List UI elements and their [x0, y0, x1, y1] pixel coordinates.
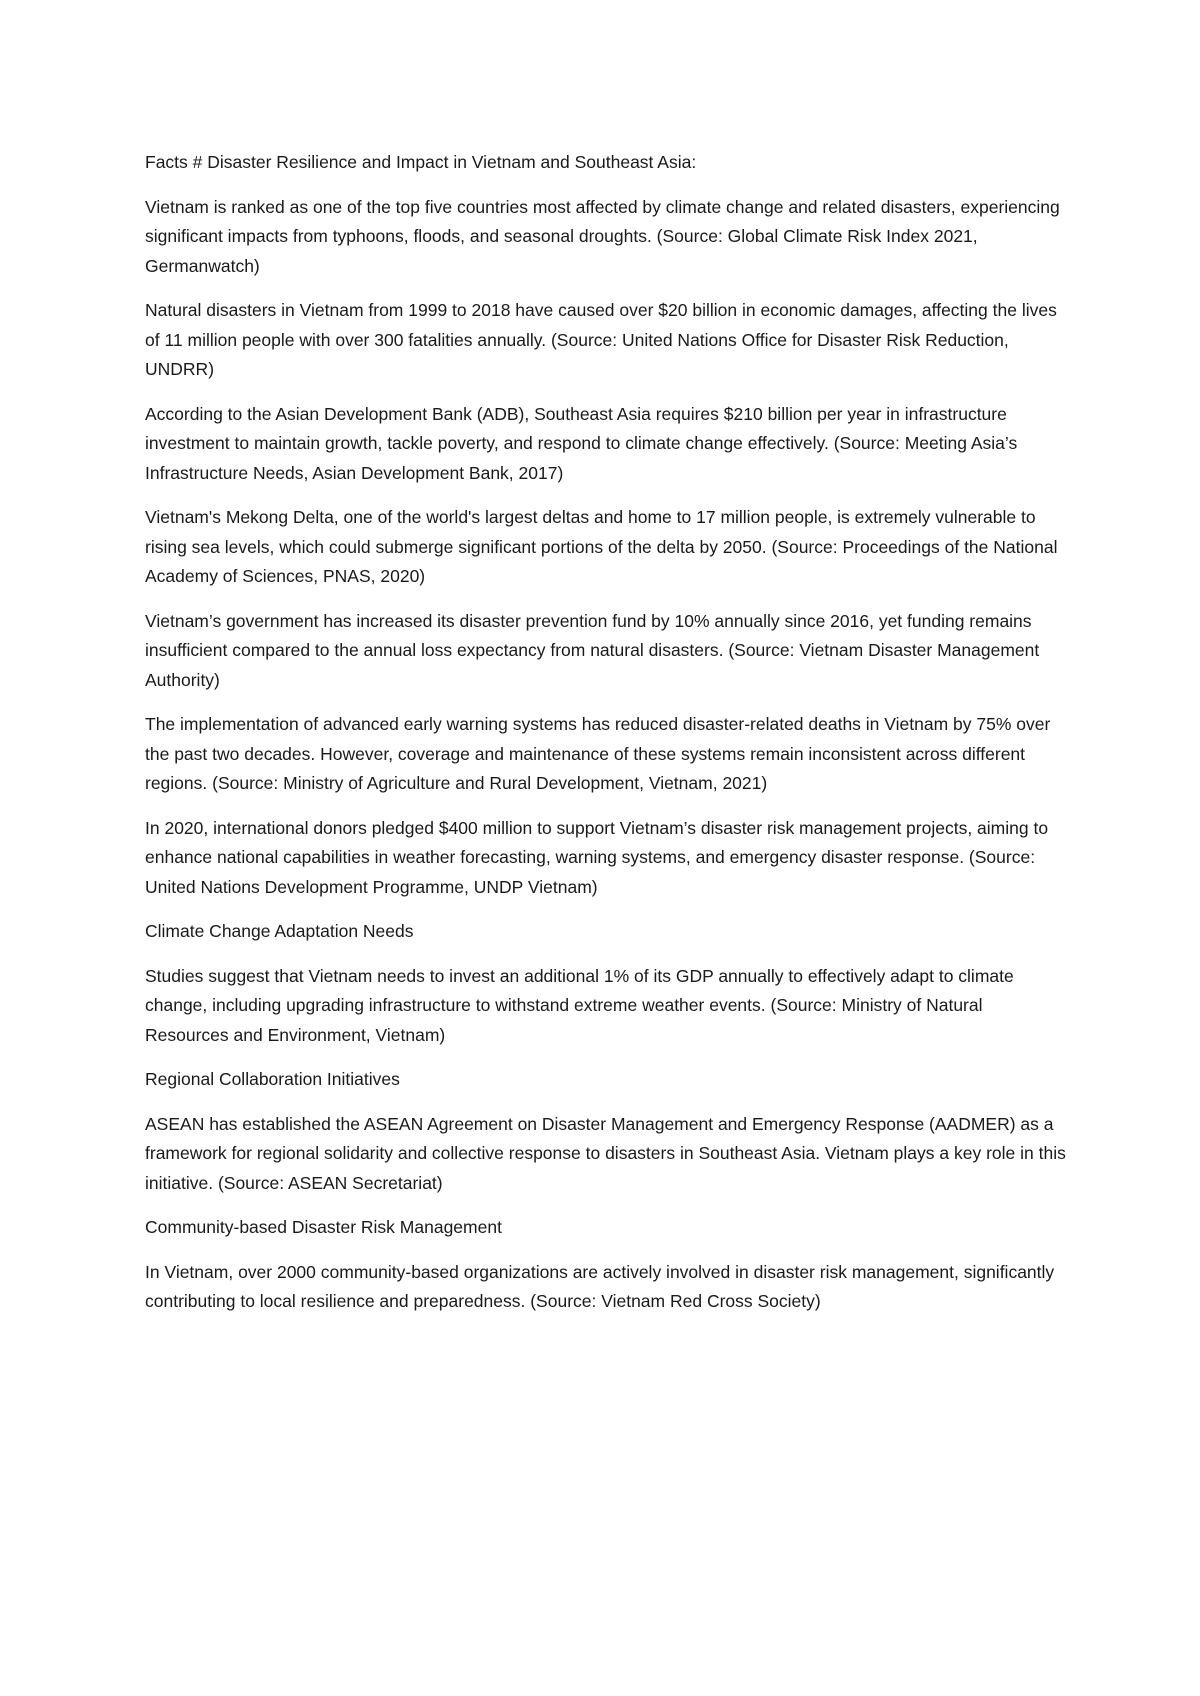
paragraph-international-donors: In 2020, international donors pledged $400 million to support Vietnam’s disaster risk management projects, aiming to enhance national capabilities in weather forecasting, warning systems, and emergency disaster response. (Source: United Nations Development Programme, UNDP Vietnam)	[145, 817, 1049, 897]
document-title: Facts # Disaster Resilience and Impact in Vietnam and Southeast Asia:	[145, 152, 697, 172]
paragraph-climate-adaptation: Studies suggest that Vietnam needs to invest an additional 1% of its GDP annually to effectively adapt to climate change, including upgrading infrastructure to withstand extreme weather events. (Source: Ministry of Natural Resources and Environment, Vietnam)	[145, 965, 1014, 1045]
paragraph-early-warning: The implementation of advanced early warning systems has reduced disaster-related deaths in Vietnam by 75% over the past two decades. However, coverage and maintenance of these systems remain inconsistent across different regions. (Source: Ministry of Agriculture and Rural Development, Vietnam, 2021)	[145, 714, 1051, 793]
paragraph-regional-collaboration: ASEAN has established the ASEAN Agreement on Disaster Management and Emergency Response (AADMER) as a framework for regional solidarity and collective response to disasters in Southeast Asia. Vietnam plays a key role in this initiative. (Source: ASEAN Secretariat)	[145, 1113, 1066, 1193]
paragraph-community-risk: In Vietnam, over 2000 community-based organizations are actively involved in disaster risk management, significantly contributing to local resilience and preparedness. (Source: Vietnam Red Cross Society)	[145, 1261, 1055, 1311]
document-body	[145, 148, 1070, 1332]
section-heading-climate-adaptation: Climate Change Adaptation Needs	[145, 921, 414, 941]
paragraph-climate-risk-ranking: Vietnam is ranked as one of the top five countries most affected by climate change and related disasters, experiencing significant impacts from typhoons, floods, and seasonal droughts. (Source: Global Climate Risk Index 2021, Germanwatch)	[145, 196, 1060, 276]
section-heading-community-risk: Community-based Disaster Risk Management	[145, 1217, 502, 1237]
paragraph-mekong-delta: Vietnam's Mekong Delta, one of the world's largest deltas and home to 17 million people, is extremely vulnerable to rising sea levels, which could submerge significant portions of the delta by 2050. (Source: Proceedings of the National Academy of Sciences, PNAS, 2020)	[145, 507, 1058, 586]
paragraph-adb-infrastructure: According to the Asian Development Bank (ADB), Southeast Asia requires $210 billion per year in infrastructure investment to maintain growth, tackle poverty, and respond to climate change effectively. (Source: Meeting Asia’s Infrastructure Needs, Asian Development Bank, 2017)	[145, 403, 1018, 483]
section-heading-regional-collaboration: Regional Collaboration Initiatives	[145, 1069, 400, 1089]
paragraph-economic-damages: Natural disasters in Vietnam from 1999 to 2018 have caused over $20 billion in economic damages, affecting the lives of 11 million people with over 300 fatalities annually. (Source: United Nations Office for Disaster Risk Reduction, UNDRR)	[145, 300, 1057, 379]
paragraph-prevention-fund: Vietnam’s government has increased its disaster prevention fund by 10% annually since 2016, yet funding remains insufficient compared to the annual loss expectancy from natural disasters. (Source: Vietnam Disaster Management Authority)	[145, 610, 1040, 690]
